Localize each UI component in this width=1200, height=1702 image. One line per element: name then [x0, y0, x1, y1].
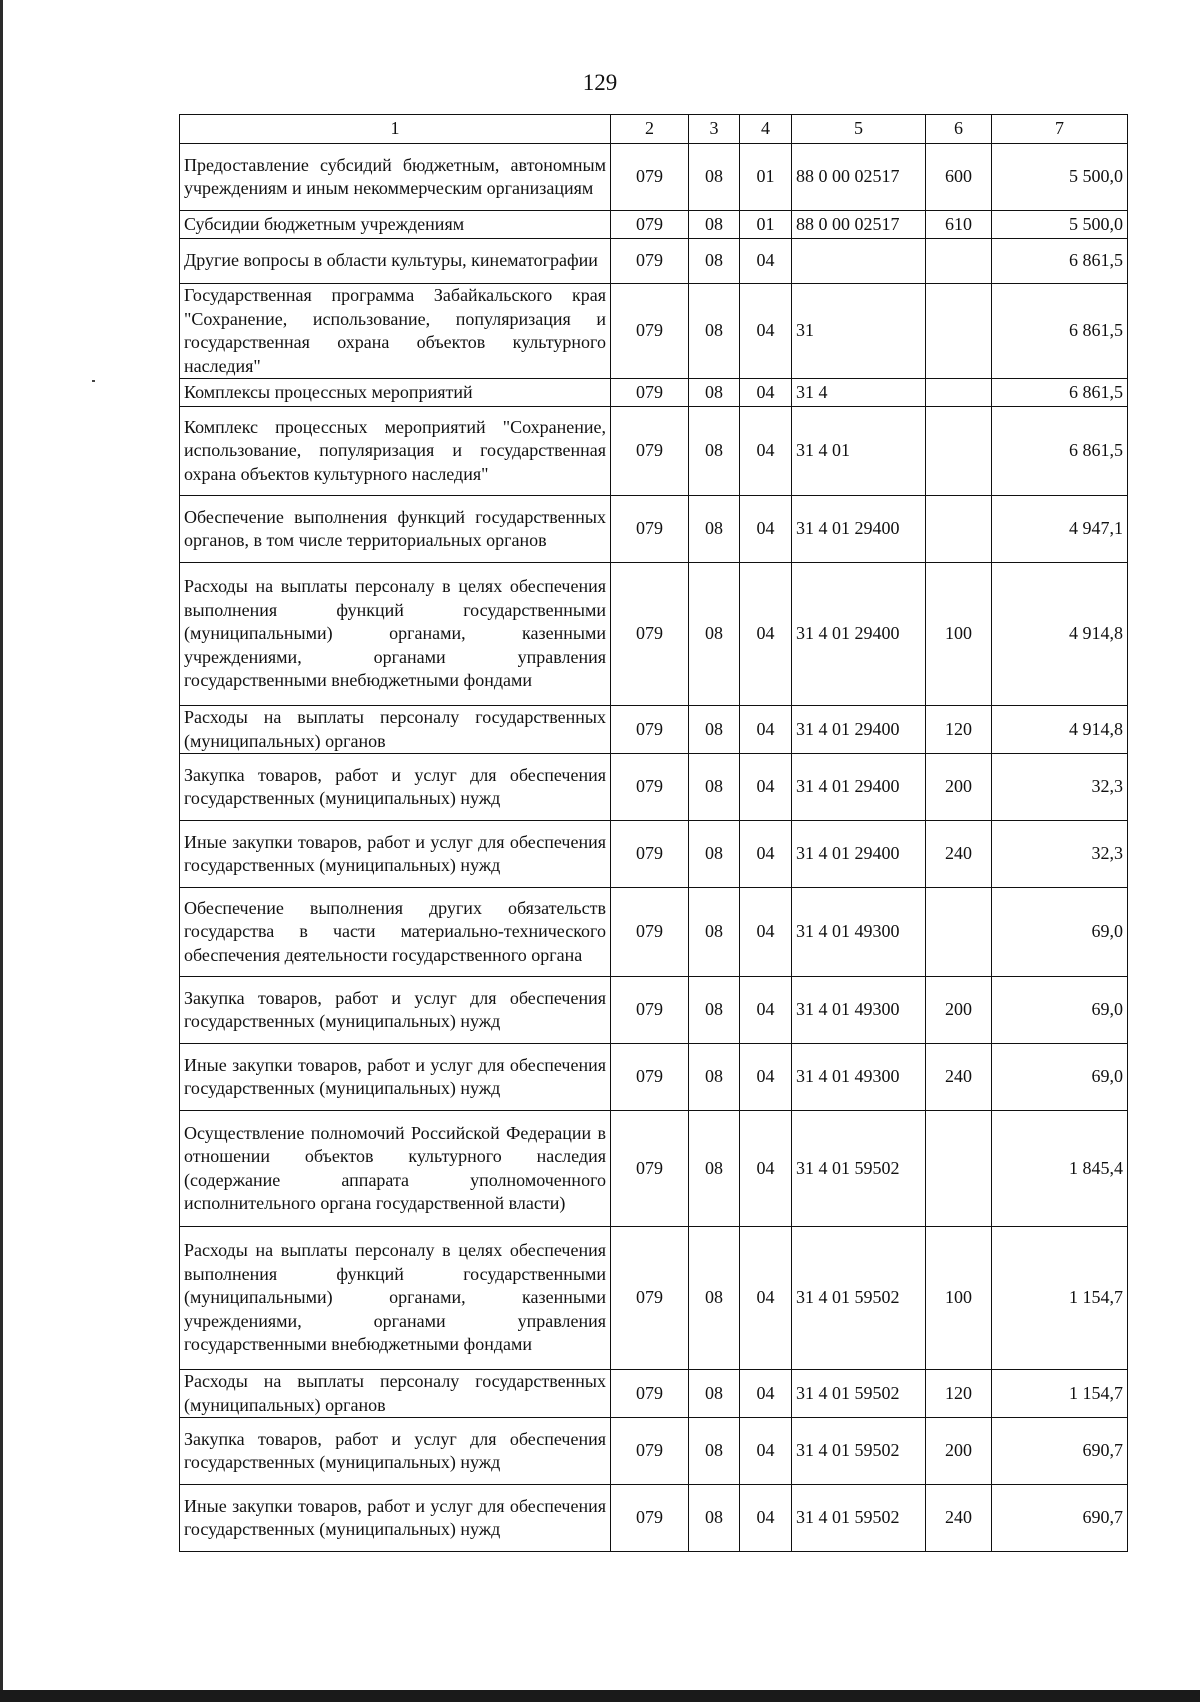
target-article-cell: 31 4 01 29400 [792, 754, 926, 821]
row-name-cell: Обеспечение выполнения функций государственных органов, в том числе территориальных органов [180, 496, 611, 563]
row-name-cell: Обеспечение выполнения других обязательств государства в части материально-технического обеспечения деятельности государственного органа [180, 888, 611, 977]
subsection-code-cell: 04 [740, 977, 792, 1044]
row-name-cell: Иные закупки товаров, работ и услуг для обеспечения государственных (муниципальных) нужд [180, 1485, 611, 1552]
ministry-code-cell: 079 [611, 1227, 689, 1370]
subsection-code-cell: 04 [740, 496, 792, 563]
section-code-cell: 08 [689, 754, 740, 821]
table-row [180, 1418, 1128, 1485]
expense-type-cell [926, 379, 992, 407]
row-name-cell: Субсидии бюджетным учреждениям [180, 211, 611, 239]
target-article-cell: 31 4 01 59502 [792, 1111, 926, 1227]
table-row [180, 888, 1128, 977]
header-col-1: 1 [180, 115, 611, 144]
ministry-code-cell: 079 [611, 379, 689, 407]
amount-cell: 69,0 [992, 1044, 1128, 1111]
row-name-cell: Другие вопросы в области культуры, кинематографии [180, 239, 611, 284]
target-article-cell: 31 4 01 [792, 407, 926, 496]
ministry-code-cell: 079 [611, 563, 689, 706]
scan-border-left [0, 0, 3, 1702]
ministry-code-cell: 079 [611, 1044, 689, 1111]
table-body [180, 144, 1128, 1552]
section-code-cell: 08 [689, 888, 740, 977]
expense-type-cell: 240 [926, 821, 992, 888]
ministry-code-cell: 079 [611, 821, 689, 888]
row-name-cell: Осуществление полномочий Российской Федерации в отношении объектов культурного наследия (содержание аппарата уполномоченного исполнительного органа государственной власти) [180, 1111, 611, 1227]
row-name-cell: Государственная программа Забайкальского края "Сохранение, использование, популяризация и государственная охрана объектов культурного наследия" [180, 284, 611, 379]
subsection-code-cell: 04 [740, 888, 792, 977]
budget-table [179, 114, 1128, 1552]
ministry-code-cell: 079 [611, 239, 689, 284]
section-code-cell: 08 [689, 1111, 740, 1227]
ministry-code-cell: 079 [611, 977, 689, 1044]
section-code-cell: 08 [689, 977, 740, 1044]
subsection-code-cell: 04 [740, 1227, 792, 1370]
amount-cell: 69,0 [992, 888, 1128, 977]
expense-type-cell: 120 [926, 1370, 992, 1418]
amount-cell: 5 500,0 [992, 144, 1128, 211]
subsection-code-cell: 04 [740, 1485, 792, 1552]
row-name-cell: Закупка товаров, работ и услуг для обеспечения государственных (муниципальных) нужд [180, 977, 611, 1044]
subsection-code-cell: 04 [740, 563, 792, 706]
expense-type-cell: 240 [926, 1485, 992, 1552]
target-article-cell: 31 4 01 59502 [792, 1418, 926, 1485]
section-code-cell: 08 [689, 407, 740, 496]
table-row [180, 1111, 1128, 1227]
row-name-cell: Расходы на выплаты персоналу в целях обеспечения выполнения функций государственными (муниципальными) органами, казенными учреждениями, органами управления государственными внебюджетными фондами [180, 1227, 611, 1370]
row-name-cell: Иные закупки товаров, работ и услуг для обеспечения государственных (муниципальных) нужд [180, 821, 611, 888]
expense-type-cell [926, 239, 992, 284]
row-name-cell: Расходы на выплаты персоналу в целях обеспечения выполнения функций государственными (муниципальными) органами, казенными учреждениями, органами управления государственными внебюджетными фондами [180, 563, 611, 706]
section-code-cell: 08 [689, 1044, 740, 1111]
target-article-cell: 31 4 01 29400 [792, 706, 926, 754]
section-code-cell: 08 [689, 1370, 740, 1418]
table-row [180, 496, 1128, 563]
target-article-cell: 31 [792, 284, 926, 379]
row-name-cell: Комплекс процессных мероприятий "Сохранение, использование, популяризация и государственная охрана объектов культурного наследия" [180, 407, 611, 496]
table-row [180, 1370, 1128, 1418]
ministry-code-cell: 079 [611, 284, 689, 379]
header-col-5: 5 [792, 115, 926, 144]
amount-cell: 6 861,5 [992, 379, 1128, 407]
section-code-cell: 08 [689, 211, 740, 239]
expense-type-cell: 100 [926, 1227, 992, 1370]
table-row [180, 1044, 1128, 1111]
expense-type-cell: 610 [926, 211, 992, 239]
table-row [180, 1485, 1128, 1552]
row-name-cell: Предоставление субсидий бюджетным, автономным учреждениям и иным некоммерческим организациям [180, 144, 611, 211]
amount-cell: 1 154,7 [992, 1227, 1128, 1370]
target-article-cell: 31 4 01 49300 [792, 977, 926, 1044]
subsection-code-cell: 04 [740, 754, 792, 821]
subsection-code-cell: 04 [740, 1370, 792, 1418]
header-col-4: 4 [740, 115, 792, 144]
section-code-cell: 08 [689, 563, 740, 706]
section-code-cell: 08 [689, 496, 740, 563]
header-col-7: 7 [992, 115, 1128, 144]
table-row [180, 821, 1128, 888]
table-row [180, 379, 1128, 407]
expense-type-cell: 100 [926, 563, 992, 706]
target-article-cell: 31 4 01 49300 [792, 1044, 926, 1111]
amount-cell: 5 500,0 [992, 211, 1128, 239]
ministry-code-cell: 079 [611, 496, 689, 563]
ministry-code-cell: 079 [611, 888, 689, 977]
amount-cell: 32,3 [992, 754, 1128, 821]
row-name-cell: Комплексы процессных мероприятий [180, 379, 611, 407]
expense-type-cell: 200 [926, 1418, 992, 1485]
amount-cell: 4 914,8 [992, 706, 1128, 754]
section-code-cell: 08 [689, 239, 740, 284]
subsection-code-cell: 04 [740, 1111, 792, 1227]
target-article-cell: 31 4 01 29400 [792, 821, 926, 888]
subsection-code-cell: 01 [740, 211, 792, 239]
header-col-2: 2 [611, 115, 689, 144]
header-col-3: 3 [689, 115, 740, 144]
table-row [180, 284, 1128, 379]
subsection-code-cell: 04 [740, 407, 792, 496]
target-article-cell [792, 239, 926, 284]
amount-cell: 69,0 [992, 977, 1128, 1044]
amount-cell: 6 861,5 [992, 407, 1128, 496]
expense-type-cell: 600 [926, 144, 992, 211]
ministry-code-cell: 079 [611, 211, 689, 239]
target-article-cell: 31 4 01 49300 [792, 888, 926, 977]
ministry-code-cell: 079 [611, 1485, 689, 1552]
section-code-cell: 08 [689, 379, 740, 407]
ministry-code-cell: 079 [611, 1370, 689, 1418]
expense-type-cell [926, 496, 992, 563]
table-row [180, 754, 1128, 821]
table-header [180, 115, 1128, 144]
row-name-cell: Закупка товаров, работ и услуг для обеспечения государственных (муниципальных) нужд [180, 1418, 611, 1485]
table-row [180, 211, 1128, 239]
target-article-cell: 31 4 01 29400 [792, 496, 926, 563]
section-code-cell: 08 [689, 706, 740, 754]
expense-type-cell: 200 [926, 977, 992, 1044]
amount-cell: 690,7 [992, 1418, 1128, 1485]
subsection-code-cell: 04 [740, 706, 792, 754]
subsection-code-cell: 04 [740, 379, 792, 407]
amount-cell: 4 914,8 [992, 563, 1128, 706]
expense-type-cell [926, 407, 992, 496]
row-name-cell: Закупка товаров, работ и услуг для обеспечения государственных (муниципальных) нужд [180, 754, 611, 821]
amount-cell: 1 845,4 [992, 1111, 1128, 1227]
ministry-code-cell: 079 [611, 407, 689, 496]
table-row [180, 977, 1128, 1044]
section-code-cell: 08 [689, 144, 740, 211]
target-article-cell: 31 4 01 29400 [792, 563, 926, 706]
section-code-cell: 08 [689, 1485, 740, 1552]
section-code-cell: 08 [689, 821, 740, 888]
amount-cell: 690,7 [992, 1485, 1128, 1552]
amount-cell: 4 947,1 [992, 496, 1128, 563]
amount-cell: 6 861,5 [992, 239, 1128, 284]
ministry-code-cell: 079 [611, 1111, 689, 1227]
ministry-code-cell: 079 [611, 706, 689, 754]
section-code-cell: 08 [689, 284, 740, 379]
subsection-code-cell: 01 [740, 144, 792, 211]
header-col-6: 6 [926, 115, 992, 144]
section-code-cell: 08 [689, 1418, 740, 1485]
subsection-code-cell: 04 [740, 284, 792, 379]
scan-border-bottom [0, 1690, 1200, 1702]
subsection-code-cell: 04 [740, 1044, 792, 1111]
target-article-cell: 31 4 01 59502 [792, 1485, 926, 1552]
target-article-cell: 31 4 01 59502 [792, 1227, 926, 1370]
expense-type-cell [926, 284, 992, 379]
row-name-cell: Расходы на выплаты персоналу государственных (муниципальных) органов [180, 1370, 611, 1418]
target-article-cell: 88 0 00 02517 [792, 211, 926, 239]
amount-cell: 1 154,7 [992, 1370, 1128, 1418]
table-row [180, 1227, 1128, 1370]
ministry-code-cell: 079 [611, 754, 689, 821]
expense-type-cell: 200 [926, 754, 992, 821]
ministry-code-cell: 079 [611, 144, 689, 211]
table-row [180, 239, 1128, 284]
page-number: 129 [582, 70, 618, 95]
amount-cell: 32,3 [992, 821, 1128, 888]
subsection-code-cell: 04 [740, 821, 792, 888]
row-name-cell: Расходы на выплаты персоналу государственных (муниципальных) органов [180, 706, 611, 754]
amount-cell: 6 861,5 [992, 284, 1128, 379]
subsection-code-cell: 04 [740, 239, 792, 284]
section-code-cell: 08 [689, 1227, 740, 1370]
target-article-cell: 31 4 01 59502 [792, 1370, 926, 1418]
header-row [180, 115, 1128, 144]
table-row [180, 407, 1128, 496]
table-row [180, 144, 1128, 211]
subsection-code-cell: 04 [740, 1418, 792, 1485]
table-row [180, 706, 1128, 754]
expense-type-cell: 120 [926, 706, 992, 754]
ministry-code-cell: 079 [611, 1418, 689, 1485]
target-article-cell: 31 4 [792, 379, 926, 407]
expense-type-cell [926, 888, 992, 977]
scan-speck [92, 380, 95, 382]
target-article-cell: 88 0 00 02517 [792, 144, 926, 211]
expense-type-cell: 240 [926, 1044, 992, 1111]
row-name-cell: Иные закупки товаров, работ и услуг для обеспечения государственных (муниципальных) нужд [180, 1044, 611, 1111]
expense-type-cell [926, 1111, 992, 1227]
table-row [180, 563, 1128, 706]
